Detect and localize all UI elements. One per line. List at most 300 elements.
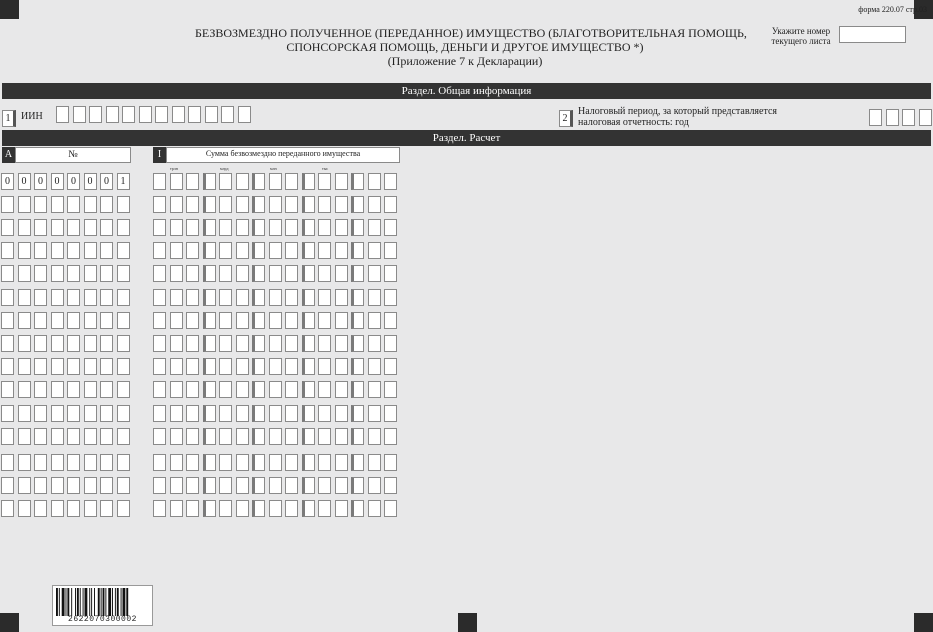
amount-digit-cell[interactable] [384, 477, 397, 494]
iin-digit-cell[interactable] [188, 106, 201, 123]
row-number-cell[interactable] [67, 500, 80, 517]
amount-digit-cell[interactable] [170, 405, 183, 422]
row-number-cell[interactable] [18, 242, 31, 259]
amount-digit-cell[interactable] [351, 289, 364, 306]
amount-digit-cell[interactable] [252, 173, 265, 190]
amount-digit-cell[interactable] [170, 312, 183, 329]
amount-digit-cell[interactable] [269, 289, 282, 306]
row-number-cell[interactable] [100, 335, 113, 352]
amount-digit-cell[interactable] [318, 335, 331, 352]
amount-digit-cell[interactable] [236, 242, 249, 259]
amount-digit-cell[interactable] [153, 358, 166, 375]
amount-digit-cell[interactable] [368, 219, 381, 236]
row-number-cell[interactable]: 0 [100, 173, 113, 190]
amount-digit-cell[interactable] [318, 289, 331, 306]
amount-digit-cell[interactable] [384, 358, 397, 375]
amount-digit-cell[interactable] [219, 428, 232, 445]
amount-digit-cell[interactable] [170, 219, 183, 236]
row-number-cell[interactable] [84, 312, 97, 329]
amount-digit-cell[interactable] [302, 477, 315, 494]
amount-digit-cell[interactable] [269, 477, 282, 494]
amount-digit-cell[interactable] [384, 335, 397, 352]
amount-digit-cell[interactable] [302, 242, 315, 259]
row-number-cell[interactable] [51, 405, 64, 422]
row-number-cell[interactable] [34, 428, 47, 445]
amount-digit-cell[interactable] [236, 173, 249, 190]
amount-digit-cell[interactable] [252, 454, 265, 471]
amount-digit-cell[interactable] [269, 219, 282, 236]
amount-digit-cell[interactable] [368, 500, 381, 517]
row-number-cell[interactable] [84, 477, 97, 494]
amount-digit-cell[interactable] [203, 381, 216, 398]
amount-digit-cell[interactable] [335, 454, 348, 471]
amount-digit-cell[interactable] [335, 358, 348, 375]
amount-digit-cell[interactable] [335, 289, 348, 306]
amount-digit-cell[interactable] [285, 454, 298, 471]
amount-digit-cell[interactable] [186, 242, 199, 259]
row-number-cell[interactable] [117, 454, 130, 471]
amount-digit-cell[interactable] [285, 312, 298, 329]
row-number-cell[interactable] [100, 428, 113, 445]
amount-digit-cell[interactable] [335, 381, 348, 398]
row-number-cell[interactable]: 0 [84, 173, 97, 190]
amount-digit-cell[interactable] [203, 477, 216, 494]
amount-digit-cell[interactable] [186, 500, 199, 517]
amount-digit-cell[interactable] [302, 500, 315, 517]
amount-digit-cell[interactable] [368, 381, 381, 398]
row-number-cell[interactable] [1, 428, 14, 445]
amount-digit-cell[interactable] [252, 358, 265, 375]
amount-digit-cell[interactable] [335, 312, 348, 329]
amount-digit-cell[interactable] [252, 219, 265, 236]
amount-digit-cell[interactable] [285, 265, 298, 282]
row-number-cell[interactable] [100, 289, 113, 306]
amount-digit-cell[interactable] [252, 477, 265, 494]
amount-digit-cell[interactable] [351, 335, 364, 352]
row-number-cell[interactable] [34, 454, 47, 471]
amount-digit-cell[interactable] [236, 219, 249, 236]
amount-digit-cell[interactable] [384, 196, 397, 213]
year-digit-cell[interactable] [902, 109, 915, 126]
amount-digit-cell[interactable] [269, 500, 282, 517]
row-number-cell[interactable] [84, 454, 97, 471]
row-number-cell[interactable] [51, 454, 64, 471]
row-number-cell[interactable] [34, 289, 47, 306]
row-number-cell[interactable] [67, 312, 80, 329]
row-number-cell[interactable]: 0 [34, 173, 47, 190]
row-number-cell[interactable] [18, 335, 31, 352]
row-number-cell[interactable] [34, 335, 47, 352]
amount-digit-cell[interactable] [285, 381, 298, 398]
amount-digit-cell[interactable] [318, 358, 331, 375]
amount-digit-cell[interactable] [153, 242, 166, 259]
amount-digit-cell[interactable] [285, 173, 298, 190]
amount-digit-cell[interactable] [368, 196, 381, 213]
amount-digit-cell[interactable] [170, 335, 183, 352]
amount-digit-cell[interactable] [252, 289, 265, 306]
row-number-cell[interactable] [100, 242, 113, 259]
amount-digit-cell[interactable] [219, 265, 232, 282]
amount-digit-cell[interactable] [219, 289, 232, 306]
amount-digit-cell[interactable] [219, 196, 232, 213]
amount-digit-cell[interactable] [236, 500, 249, 517]
amount-digit-cell[interactable] [203, 219, 216, 236]
amount-digit-cell[interactable] [269, 196, 282, 213]
row-number-cell[interactable] [34, 242, 47, 259]
amount-digit-cell[interactable] [368, 312, 381, 329]
amount-digit-cell[interactable] [384, 219, 397, 236]
amount-digit-cell[interactable] [384, 289, 397, 306]
row-number-cell[interactable] [117, 405, 130, 422]
amount-digit-cell[interactable] [302, 173, 315, 190]
iin-digit-cell[interactable] [172, 106, 185, 123]
row-number-cell[interactable] [117, 358, 130, 375]
row-number-cell[interactable] [84, 428, 97, 445]
amount-digit-cell[interactable] [285, 242, 298, 259]
amount-digit-cell[interactable] [384, 381, 397, 398]
amount-digit-cell[interactable] [302, 454, 315, 471]
iin-digit-cell[interactable] [89, 106, 102, 123]
amount-digit-cell[interactable] [318, 405, 331, 422]
amount-digit-cell[interactable] [203, 454, 216, 471]
amount-digit-cell[interactable] [384, 405, 397, 422]
amount-digit-cell[interactable] [186, 289, 199, 306]
amount-digit-cell[interactable] [186, 358, 199, 375]
row-number-cell[interactable] [34, 405, 47, 422]
amount-digit-cell[interactable] [153, 500, 166, 517]
amount-digit-cell[interactable] [252, 312, 265, 329]
row-number-cell[interactable] [1, 289, 14, 306]
row-number-cell[interactable] [1, 196, 14, 213]
row-number-cell[interactable] [67, 242, 80, 259]
row-number-cell[interactable] [34, 381, 47, 398]
row-number-cell[interactable] [100, 500, 113, 517]
amount-digit-cell[interactable] [252, 242, 265, 259]
amount-digit-cell[interactable] [203, 312, 216, 329]
row-number-cell[interactable] [84, 381, 97, 398]
row-number-cell[interactable] [51, 381, 64, 398]
amount-digit-cell[interactable] [236, 358, 249, 375]
amount-digit-cell[interactable] [269, 335, 282, 352]
row-number-cell[interactable] [1, 358, 14, 375]
amount-digit-cell[interactable] [285, 289, 298, 306]
amount-digit-cell[interactable] [269, 454, 282, 471]
amount-digit-cell[interactable] [318, 381, 331, 398]
row-number-cell[interactable] [67, 454, 80, 471]
amount-digit-cell[interactable] [285, 196, 298, 213]
iin-digit-cell[interactable] [73, 106, 86, 123]
amount-digit-cell[interactable] [318, 242, 331, 259]
amount-digit-cell[interactable] [285, 335, 298, 352]
amount-digit-cell[interactable] [368, 335, 381, 352]
amount-digit-cell[interactable] [170, 477, 183, 494]
row-number-cell[interactable] [18, 428, 31, 445]
row-number-cell[interactable] [18, 196, 31, 213]
amount-digit-cell[interactable] [269, 312, 282, 329]
row-number-cell[interactable] [18, 358, 31, 375]
amount-digit-cell[interactable] [170, 454, 183, 471]
row-number-cell[interactable] [117, 335, 130, 352]
row-number-cell[interactable] [34, 265, 47, 282]
amount-digit-cell[interactable] [186, 335, 199, 352]
row-number-cell[interactable] [84, 265, 97, 282]
row-number-cell[interactable] [51, 335, 64, 352]
amount-digit-cell[interactable] [285, 405, 298, 422]
row-number-cell[interactable] [100, 358, 113, 375]
amount-digit-cell[interactable] [186, 454, 199, 471]
amount-digit-cell[interactable] [318, 500, 331, 517]
amount-digit-cell[interactable] [351, 454, 364, 471]
row-number-cell[interactable] [1, 454, 14, 471]
amount-digit-cell[interactable] [368, 405, 381, 422]
amount-digit-cell[interactable] [368, 428, 381, 445]
iin-digit-cell[interactable] [205, 106, 218, 123]
amount-digit-cell[interactable] [285, 500, 298, 517]
iin-digit-cell[interactable] [238, 106, 251, 123]
year-digit-cell[interactable] [886, 109, 899, 126]
amount-digit-cell[interactable] [384, 265, 397, 282]
row-number-cell[interactable] [100, 196, 113, 213]
amount-digit-cell[interactable] [269, 405, 282, 422]
row-number-cell[interactable] [67, 289, 80, 306]
amount-digit-cell[interactable] [351, 173, 364, 190]
amount-digit-cell[interactable] [368, 358, 381, 375]
amount-digit-cell[interactable] [269, 173, 282, 190]
row-number-cell[interactable] [117, 265, 130, 282]
amount-digit-cell[interactable] [252, 265, 265, 282]
amount-digit-cell[interactable] [236, 312, 249, 329]
row-number-cell[interactable]: 0 [67, 173, 80, 190]
row-number-cell[interactable] [34, 358, 47, 375]
amount-digit-cell[interactable] [351, 358, 364, 375]
amount-digit-cell[interactable] [203, 242, 216, 259]
amount-digit-cell[interactable] [351, 477, 364, 494]
row-number-cell[interactable] [67, 335, 80, 352]
amount-digit-cell[interactable] [186, 312, 199, 329]
row-number-cell[interactable] [67, 428, 80, 445]
amount-digit-cell[interactable] [351, 428, 364, 445]
row-number-cell[interactable] [67, 196, 80, 213]
amount-digit-cell[interactable] [153, 312, 166, 329]
row-number-cell[interactable] [18, 312, 31, 329]
row-number-cell[interactable] [18, 265, 31, 282]
amount-digit-cell[interactable] [203, 265, 216, 282]
amount-digit-cell[interactable] [269, 242, 282, 259]
amount-digit-cell[interactable] [153, 381, 166, 398]
amount-digit-cell[interactable] [318, 173, 331, 190]
amount-digit-cell[interactable] [252, 405, 265, 422]
row-number-cell[interactable]: 0 [51, 173, 64, 190]
amount-digit-cell[interactable] [186, 265, 199, 282]
year-digit-cell[interactable] [869, 109, 882, 126]
iin-digit-cell[interactable] [106, 106, 119, 123]
amount-digit-cell[interactable] [302, 405, 315, 422]
amount-digit-cell[interactable] [203, 335, 216, 352]
amount-digit-cell[interactable] [368, 242, 381, 259]
amount-digit-cell[interactable] [302, 358, 315, 375]
row-number-cell[interactable] [117, 428, 130, 445]
amount-digit-cell[interactable] [153, 173, 166, 190]
row-number-cell[interactable] [100, 405, 113, 422]
amount-digit-cell[interactable] [203, 405, 216, 422]
row-number-cell[interactable] [18, 477, 31, 494]
amount-digit-cell[interactable] [269, 358, 282, 375]
row-number-cell[interactable]: 0 [1, 173, 14, 190]
amount-digit-cell[interactable] [219, 454, 232, 471]
amount-digit-cell[interactable] [351, 265, 364, 282]
row-number-cell[interactable] [117, 242, 130, 259]
row-number-cell[interactable] [51, 265, 64, 282]
amount-digit-cell[interactable] [384, 173, 397, 190]
row-number-cell[interactable] [117, 381, 130, 398]
amount-digit-cell[interactable] [186, 381, 199, 398]
amount-digit-cell[interactable] [351, 219, 364, 236]
row-number-cell[interactable] [1, 265, 14, 282]
sheet-number-field[interactable] [839, 26, 906, 43]
row-number-cell[interactable] [1, 381, 14, 398]
amount-digit-cell[interactable] [153, 289, 166, 306]
amount-digit-cell[interactable] [335, 265, 348, 282]
row-number-cell[interactable] [18, 219, 31, 236]
row-number-cell[interactable] [18, 454, 31, 471]
amount-digit-cell[interactable] [153, 265, 166, 282]
row-number-cell[interactable] [117, 500, 130, 517]
row-number-cell[interactable] [18, 289, 31, 306]
amount-digit-cell[interactable] [153, 335, 166, 352]
row-number-cell[interactable] [1, 477, 14, 494]
amount-digit-cell[interactable] [335, 173, 348, 190]
amount-digit-cell[interactable] [153, 454, 166, 471]
amount-digit-cell[interactable] [153, 219, 166, 236]
amount-digit-cell[interactable] [285, 219, 298, 236]
row-number-cell[interactable] [67, 358, 80, 375]
row-number-cell[interactable] [51, 358, 64, 375]
amount-digit-cell[interactable] [236, 405, 249, 422]
amount-digit-cell[interactable] [252, 196, 265, 213]
row-number-cell[interactable] [51, 500, 64, 517]
row-number-cell[interactable] [1, 242, 14, 259]
amount-digit-cell[interactable] [318, 219, 331, 236]
amount-digit-cell[interactable] [368, 289, 381, 306]
amount-digit-cell[interactable] [236, 289, 249, 306]
amount-digit-cell[interactable] [186, 405, 199, 422]
amount-digit-cell[interactable] [285, 358, 298, 375]
amount-digit-cell[interactable] [252, 428, 265, 445]
amount-digit-cell[interactable] [351, 196, 364, 213]
amount-digit-cell[interactable] [170, 196, 183, 213]
amount-digit-cell[interactable] [368, 265, 381, 282]
amount-digit-cell[interactable] [203, 196, 216, 213]
amount-digit-cell[interactable] [219, 219, 232, 236]
iin-digit-cell[interactable] [155, 106, 168, 123]
amount-digit-cell[interactable] [318, 477, 331, 494]
row-number-cell[interactable] [51, 289, 64, 306]
amount-digit-cell[interactable] [153, 477, 166, 494]
row-number-cell[interactable] [117, 477, 130, 494]
amount-digit-cell[interactable] [170, 265, 183, 282]
row-number-cell[interactable] [84, 500, 97, 517]
amount-digit-cell[interactable] [269, 265, 282, 282]
row-number-cell[interactable] [100, 454, 113, 471]
row-number-cell[interactable] [84, 358, 97, 375]
amount-digit-cell[interactable] [236, 454, 249, 471]
amount-digit-cell[interactable] [236, 428, 249, 445]
amount-digit-cell[interactable] [335, 477, 348, 494]
row-number-cell[interactable] [51, 219, 64, 236]
row-number-cell[interactable] [117, 196, 130, 213]
row-number-cell[interactable] [67, 219, 80, 236]
row-number-cell[interactable] [100, 312, 113, 329]
row-number-cell[interactable] [51, 312, 64, 329]
amount-digit-cell[interactable] [153, 405, 166, 422]
amount-digit-cell[interactable] [269, 381, 282, 398]
row-number-cell[interactable] [34, 219, 47, 236]
row-number-cell[interactable] [84, 289, 97, 306]
row-number-cell[interactable] [18, 381, 31, 398]
amount-digit-cell[interactable] [318, 265, 331, 282]
amount-digit-cell[interactable] [219, 477, 232, 494]
row-number-cell[interactable] [100, 265, 113, 282]
amount-digit-cell[interactable] [252, 335, 265, 352]
year-digit-cell[interactable] [919, 109, 932, 126]
amount-digit-cell[interactable] [302, 335, 315, 352]
row-number-cell[interactable] [67, 381, 80, 398]
row-number-cell[interactable] [67, 265, 80, 282]
amount-digit-cell[interactable] [236, 335, 249, 352]
row-number-cell[interactable] [1, 500, 14, 517]
amount-digit-cell[interactable] [351, 405, 364, 422]
amount-digit-cell[interactable] [186, 196, 199, 213]
amount-digit-cell[interactable] [170, 358, 183, 375]
amount-digit-cell[interactable] [351, 312, 364, 329]
amount-digit-cell[interactable] [236, 477, 249, 494]
amount-digit-cell[interactable] [269, 428, 282, 445]
amount-digit-cell[interactable] [186, 477, 199, 494]
row-number-cell[interactable] [34, 196, 47, 213]
iin-digit-cell[interactable] [221, 106, 234, 123]
amount-digit-cell[interactable] [170, 500, 183, 517]
row-number-cell[interactable] [117, 312, 130, 329]
row-number-cell[interactable] [100, 477, 113, 494]
amount-digit-cell[interactable] [302, 312, 315, 329]
amount-digit-cell[interactable] [170, 242, 183, 259]
iin-digit-cell[interactable] [139, 106, 152, 123]
amount-digit-cell[interactable] [302, 219, 315, 236]
amount-digit-cell[interactable] [236, 381, 249, 398]
amount-digit-cell[interactable] [219, 500, 232, 517]
amount-digit-cell[interactable] [186, 219, 199, 236]
amount-digit-cell[interactable] [335, 428, 348, 445]
row-number-cell[interactable] [1, 219, 14, 236]
row-number-cell[interactable] [117, 289, 130, 306]
amount-digit-cell[interactable] [384, 242, 397, 259]
amount-digit-cell[interactable] [203, 428, 216, 445]
amount-digit-cell[interactable] [219, 381, 232, 398]
row-number-cell[interactable]: 0 [18, 173, 31, 190]
row-number-cell[interactable] [100, 219, 113, 236]
amount-digit-cell[interactable] [384, 500, 397, 517]
row-number-cell[interactable] [18, 500, 31, 517]
amount-digit-cell[interactable] [153, 428, 166, 445]
row-number-cell[interactable]: 1 [117, 173, 130, 190]
amount-digit-cell[interactable] [153, 196, 166, 213]
row-number-cell[interactable] [51, 196, 64, 213]
row-number-cell[interactable] [18, 405, 31, 422]
amount-digit-cell[interactable] [335, 219, 348, 236]
amount-digit-cell[interactable] [368, 477, 381, 494]
amount-digit-cell[interactable] [351, 500, 364, 517]
row-number-cell[interactable] [100, 381, 113, 398]
